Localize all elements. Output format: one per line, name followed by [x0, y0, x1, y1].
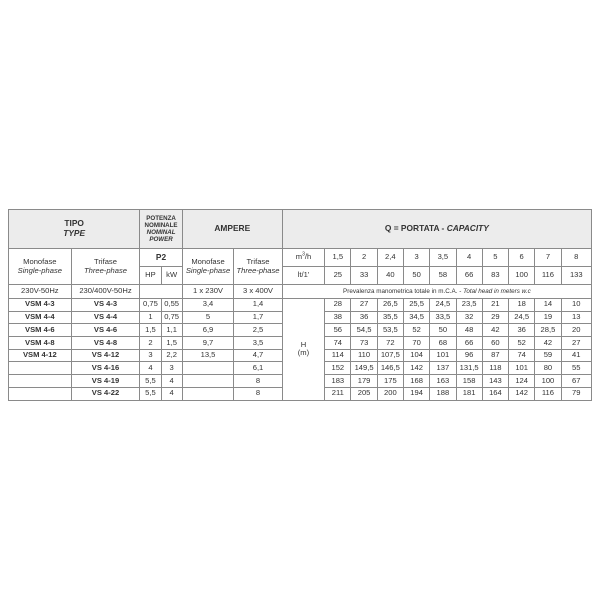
head-value: 205: [351, 387, 377, 400]
head-value: 168: [403, 375, 429, 388]
head-value: 87: [482, 349, 508, 362]
model-tri: VS 4-8: [71, 337, 140, 350]
amp-tri-value: 8: [234, 387, 282, 400]
amp-trifase-label: Trifase: [246, 256, 270, 266]
hp-value: 1,5: [140, 324, 161, 337]
voltage-mono-label: 230V-50Hz: [9, 285, 72, 299]
amp-single-phase-label: Single-phase: [185, 265, 231, 275]
head-value: 183: [325, 375, 351, 388]
head-value: 32: [456, 311, 482, 324]
amp-monofase-label: Monofase: [191, 256, 225, 266]
head-value: 116: [535, 387, 561, 400]
model-tri: VS 4-19: [71, 375, 140, 388]
head-value: 33,5: [430, 311, 456, 324]
kw-value: 1,1: [161, 324, 182, 337]
head-value: 110: [351, 349, 377, 362]
model-tri: VS 4-3: [71, 299, 140, 312]
power-spacer: [140, 285, 182, 299]
flow-m3h-cell: 7: [535, 249, 561, 267]
head-value: 194: [403, 387, 429, 400]
model-mono: VSM 4-4: [9, 311, 72, 324]
head-value: 142: [403, 362, 429, 375]
flow-m3h-cell: 8: [561, 249, 591, 267]
amp-mono-value: 5: [182, 311, 234, 324]
head-value: 59: [535, 349, 561, 362]
kw-label: kW: [161, 267, 182, 285]
h-unit-label: (m): [297, 348, 310, 358]
head-value: 73: [351, 337, 377, 350]
amp-tri-value: 8: [234, 375, 282, 388]
m3h-rest: /h: [304, 252, 312, 262]
total-head-note: [282, 285, 591, 299]
flow-m3h-cell: 5: [482, 249, 508, 267]
head-value: 137: [430, 362, 456, 375]
head-value: 74: [509, 349, 535, 362]
flow-lmin-cell: 100: [509, 267, 535, 285]
amp-mono-value: [182, 375, 234, 388]
head-value: 53,5: [377, 324, 403, 337]
head-value: 107,5: [377, 349, 403, 362]
pump-performance-table: [8, 209, 592, 401]
hp-value: 1: [140, 311, 161, 324]
amp-mono-value: [182, 387, 234, 400]
head-value: 36: [509, 324, 535, 337]
head-value: 27: [561, 337, 591, 350]
three-phase-label: Three-phase: [83, 265, 128, 275]
amp-mono-value: [182, 362, 234, 375]
head-value: 42: [482, 324, 508, 337]
flow-lmin-cell: 58: [430, 267, 456, 285]
type-header-cell: [9, 210, 140, 249]
head-value: 36: [351, 311, 377, 324]
hp-value: 2: [140, 337, 161, 350]
mono-header-cell: [9, 249, 72, 285]
head-value: 181: [456, 387, 482, 400]
head-value: 164: [482, 387, 508, 400]
head-value: 56: [325, 324, 351, 337]
capacity-header-cell: [282, 210, 591, 249]
hp-value: 0,75: [140, 299, 161, 312]
head-value: 38: [325, 311, 351, 324]
flow-lmin-cell: 133: [561, 267, 591, 285]
model-mono: [9, 375, 72, 388]
kw-value: 1,5: [161, 337, 182, 350]
head-value: 24,5: [430, 299, 456, 312]
amp-tri-header-cell: [234, 249, 282, 285]
flow-m3h-cell: 3,5: [430, 249, 456, 267]
potenza-line-2: NOMINALE: [144, 221, 178, 229]
h-label: H: [300, 339, 307, 349]
head-value: 26,5: [377, 299, 403, 312]
lt-unit-label: lt/1': [282, 267, 324, 285]
head-value: 67: [561, 375, 591, 388]
head-value: 14: [535, 299, 561, 312]
m3h-sup: 3: [302, 251, 305, 258]
head-value: 23,5: [456, 299, 482, 312]
flow-lmin-cell: 40: [377, 267, 403, 285]
ampere-header-cell: [182, 210, 282, 249]
model-tri: VS 4-22: [71, 387, 140, 400]
head-value: 66: [456, 337, 482, 350]
flow-m3h-cell: 2,4: [377, 249, 403, 267]
head-value: 24,5: [509, 311, 535, 324]
head-value: 52: [403, 324, 429, 337]
monofase-label: Monofase: [23, 256, 57, 266]
head-value: 27: [351, 299, 377, 312]
nominal-power-line-2: POWER: [149, 236, 173, 244]
amp-mono-header-cell: [182, 249, 234, 285]
p2-label: P2: [140, 249, 182, 267]
head-value: 34,5: [403, 311, 429, 324]
head-value: 146,5: [377, 362, 403, 375]
head-value: 28,5: [535, 324, 561, 337]
flow-m3h-cell: 1,5: [325, 249, 351, 267]
head-value: 54,5: [351, 324, 377, 337]
capacity-label: CAPACITY: [446, 223, 489, 234]
head-value: 211: [325, 387, 351, 400]
prevalenza-label: Prevalenza manometrica totale in m.C.A. -: [343, 287, 464, 295]
m3h-unit-cell: [282, 249, 324, 267]
amp-tri-value: 6,1: [234, 362, 282, 375]
head-value: 70: [403, 337, 429, 350]
head-value: 179: [351, 375, 377, 388]
model-mono: VSM 4-6: [9, 324, 72, 337]
kw-value: 0,55: [161, 299, 182, 312]
nominal-power-line-1: NOMINAL: [146, 229, 176, 236]
head-value: 80: [535, 362, 561, 375]
head-value: 118: [482, 362, 508, 375]
head-value: 18: [509, 299, 535, 312]
head-value: 131,5: [456, 362, 482, 375]
kw-value: 4: [161, 375, 182, 388]
model-tri: VS 4-16: [71, 362, 140, 375]
tipo-label: TIPO: [64, 218, 84, 229]
head-value: 28: [325, 299, 351, 312]
header-row-4: [9, 285, 592, 299]
head-value: 10: [561, 299, 591, 312]
head-value: 41: [561, 349, 591, 362]
ampere-label: AMPERE: [214, 223, 251, 234]
flow-m3h-cell: 2: [351, 249, 377, 267]
flow-lmin-cell: 66: [456, 267, 482, 285]
tri-header-cell: [71, 249, 140, 285]
head-value: 25,5: [403, 299, 429, 312]
head-value: 163: [430, 375, 456, 388]
hp-value: 5,5: [140, 375, 161, 388]
head-value: 50: [430, 324, 456, 337]
amp-three-phase-label: Three-phase: [236, 265, 280, 275]
head-value: 21: [482, 299, 508, 312]
total-head-label: Total head in meters w.c: [463, 287, 531, 295]
model-mono: [9, 362, 72, 375]
hp-label: HP: [140, 267, 161, 285]
head-value: 114: [325, 349, 351, 362]
type-label: TYPE: [63, 228, 86, 238]
head-axis-cell: [282, 299, 324, 401]
head-value: 188: [430, 387, 456, 400]
flow-m3h-cell: 4: [456, 249, 482, 267]
head-value: 55: [561, 362, 591, 375]
flow-lmin-cell: 116: [535, 267, 561, 285]
amp-mono-voltage-label: 1 x 230V: [182, 285, 234, 299]
head-value: 152: [325, 362, 351, 375]
single-phase-label: Single-phase: [17, 265, 62, 275]
model-tri: VS 4-12: [71, 349, 140, 362]
head-value: 48: [456, 324, 482, 337]
model-mono: VSM 4-8: [9, 337, 72, 350]
head-value: 158: [456, 375, 482, 388]
head-value: 20: [561, 324, 591, 337]
kw-value: 2,2: [161, 349, 182, 362]
model-mono: VSM 4-3: [9, 299, 72, 312]
kw-value: 3: [161, 362, 182, 375]
head-value: 72: [377, 337, 403, 350]
header-row-1: [9, 210, 592, 249]
amp-tri-value: 1,7: [234, 311, 282, 324]
header-row-2: [9, 249, 592, 267]
kw-value: 0,75: [161, 311, 182, 324]
model-mono: [9, 387, 72, 400]
head-value: 60: [482, 337, 508, 350]
amp-mono-value: 9,7: [182, 337, 234, 350]
model-mono: VSM 4-12: [9, 349, 72, 362]
head-value: 124: [509, 375, 535, 388]
amp-tri-value: 2,5: [234, 324, 282, 337]
portata-label: Q = PORTATA -: [384, 223, 447, 234]
head-value: 101: [509, 362, 535, 375]
head-value: 29: [482, 311, 508, 324]
head-value: 200: [377, 387, 403, 400]
hp-value: 5,5: [140, 387, 161, 400]
head-value: 79: [561, 387, 591, 400]
flow-lmin-cell: 33: [351, 267, 377, 285]
flow-m3h-cell: 6: [509, 249, 535, 267]
head-value: 52: [509, 337, 535, 350]
head-value: 13: [561, 311, 591, 324]
head-value: 101: [430, 349, 456, 362]
m3h-unit: m: [295, 252, 303, 262]
hp-value: 3: [140, 349, 161, 362]
amp-mono-value: 3,4: [182, 299, 234, 312]
model-tri: VS 4-6: [71, 324, 140, 337]
amp-mono-value: 6,9: [182, 324, 234, 337]
head-value: 96: [456, 349, 482, 362]
head-value: 19: [535, 311, 561, 324]
head-value: 143: [482, 375, 508, 388]
amp-tri-value: 4,7: [234, 349, 282, 362]
head-value: 35,5: [377, 311, 403, 324]
flow-m3h-cell: 3: [403, 249, 429, 267]
voltage-tri-label: 230/400V-50Hz: [71, 285, 140, 299]
power-header-cell: [140, 210, 182, 249]
head-value: 100: [535, 375, 561, 388]
model-tri: VS 4-4: [71, 311, 140, 324]
head-value: 149,5: [351, 362, 377, 375]
flow-lmin-cell: 83: [482, 267, 508, 285]
hp-value: 4: [140, 362, 161, 375]
head-value: 74: [325, 337, 351, 350]
head-value: 175: [377, 375, 403, 388]
potenza-line-1: POTENZA: [146, 214, 176, 222]
head-value: 68: [430, 337, 456, 350]
trifase-label: Trifase: [94, 256, 117, 266]
amp-mono-value: 13,5: [182, 349, 234, 362]
flow-lmin-cell: 50: [403, 267, 429, 285]
flow-lmin-cell: 25: [325, 267, 351, 285]
head-value: 42: [535, 337, 561, 350]
head-value: 104: [403, 349, 429, 362]
amp-tri-value: 3,5: [234, 337, 282, 350]
amp-tri-value: 1,4: [234, 299, 282, 312]
kw-value: 4: [161, 387, 182, 400]
table-row: [9, 299, 592, 312]
head-value: 142: [509, 387, 535, 400]
amp-tri-voltage-label: 3 x 400V: [234, 285, 282, 299]
